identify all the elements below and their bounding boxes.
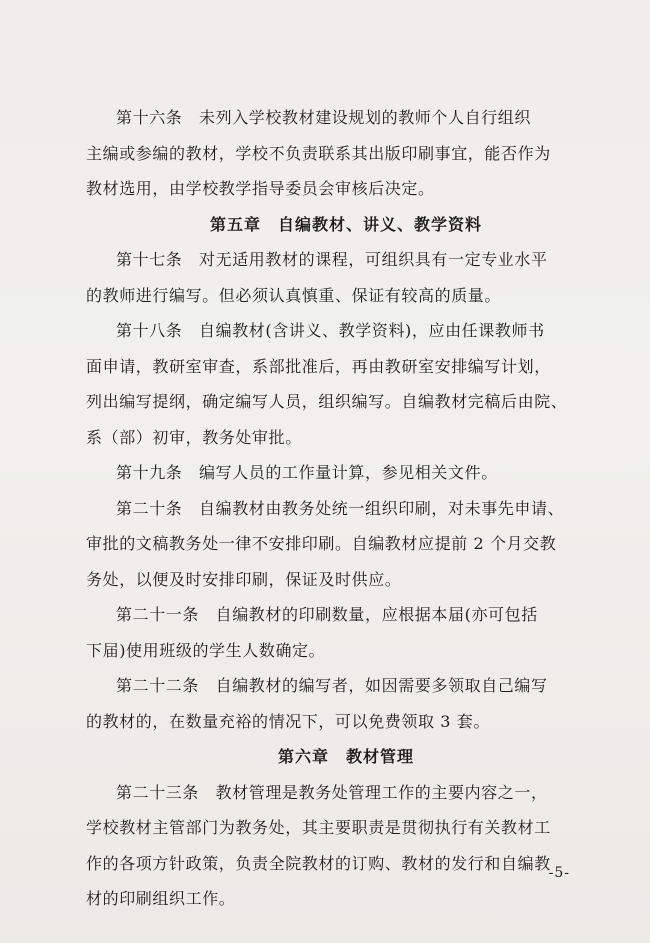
text-line: 材的印刷组织工作。 bbox=[86, 889, 236, 908]
text-line: 作的各项方针政策，负责全院教材的订购、教材的发行和自编教 bbox=[86, 853, 551, 873]
text-line: 系（部）初审，教务处审批。 bbox=[86, 427, 302, 447]
text-line: 审批的文稿教务处一律不安排印刷。自编教材应提前 2 个月交教 bbox=[86, 534, 557, 553]
text-line: 第十九条 编写人员的工作量计算，参见相关文件。 bbox=[116, 463, 498, 482]
text-line: 第二十条 自编教材由教务处统一组织印刷，对未事先申请、 bbox=[116, 498, 565, 518]
text-line: 学校教材主管部门为教务处，其主要职责是贯彻执行有关教材工 bbox=[86, 818, 551, 837]
text-line: 第十八条 自编教材(含讲义、教学资料)，应由任课教师书 bbox=[116, 321, 545, 340]
text-line: 列出编写提纲，确定编写人员，组织编写。自编教材完稿后由院、 bbox=[86, 392, 568, 411]
text-line: 的教材的，在数量充裕的情况下，可以免费领取 3 套。 bbox=[86, 711, 490, 731]
text-line: 面申请，教研室审查，系部批准后，再由教研室安排编写计划， bbox=[86, 356, 551, 376]
text-line: 第二十二条 自编教材的编写者，如因需要多领取自己编写 bbox=[116, 676, 548, 695]
text-line: 主编或参编的教材，学校不负责联系其出版印刷事宜，能否作为 bbox=[86, 143, 551, 163]
text-line: 务处，以便及时安排印刷，保证及时供应。 bbox=[86, 569, 402, 589]
text-line: 第二十三条 教材管理是教务处管理工作的主要内容之一， bbox=[116, 782, 548, 802]
document-body bbox=[86, 100, 586, 917]
chapter-heading: 第六章 教材管理 bbox=[277, 747, 414, 766]
text-line: 教材选用，由学校教学指导委员会审核后决定。 bbox=[86, 179, 435, 198]
text-line: 第十六条 未列入学校教材建设规划的教师个人自行组织 bbox=[116, 108, 532, 127]
text-line: 下届)使用班级的学生人数确定。 bbox=[86, 640, 326, 660]
page-number: -5- bbox=[548, 865, 570, 881]
text-line: 第二十一条 自编教材的印刷数量，应根据本届(亦可包括 bbox=[116, 605, 538, 624]
text-line: 的教师进行编写。但必须认真慎重、保证有较高的质量。 bbox=[86, 285, 502, 305]
text-line: 第十七条 对无适用教材的课程，可组织具有一定专业水平 bbox=[116, 250, 548, 269]
chapter-heading: 第五章 自编教材、讲义、教学资料 bbox=[209, 214, 482, 234]
